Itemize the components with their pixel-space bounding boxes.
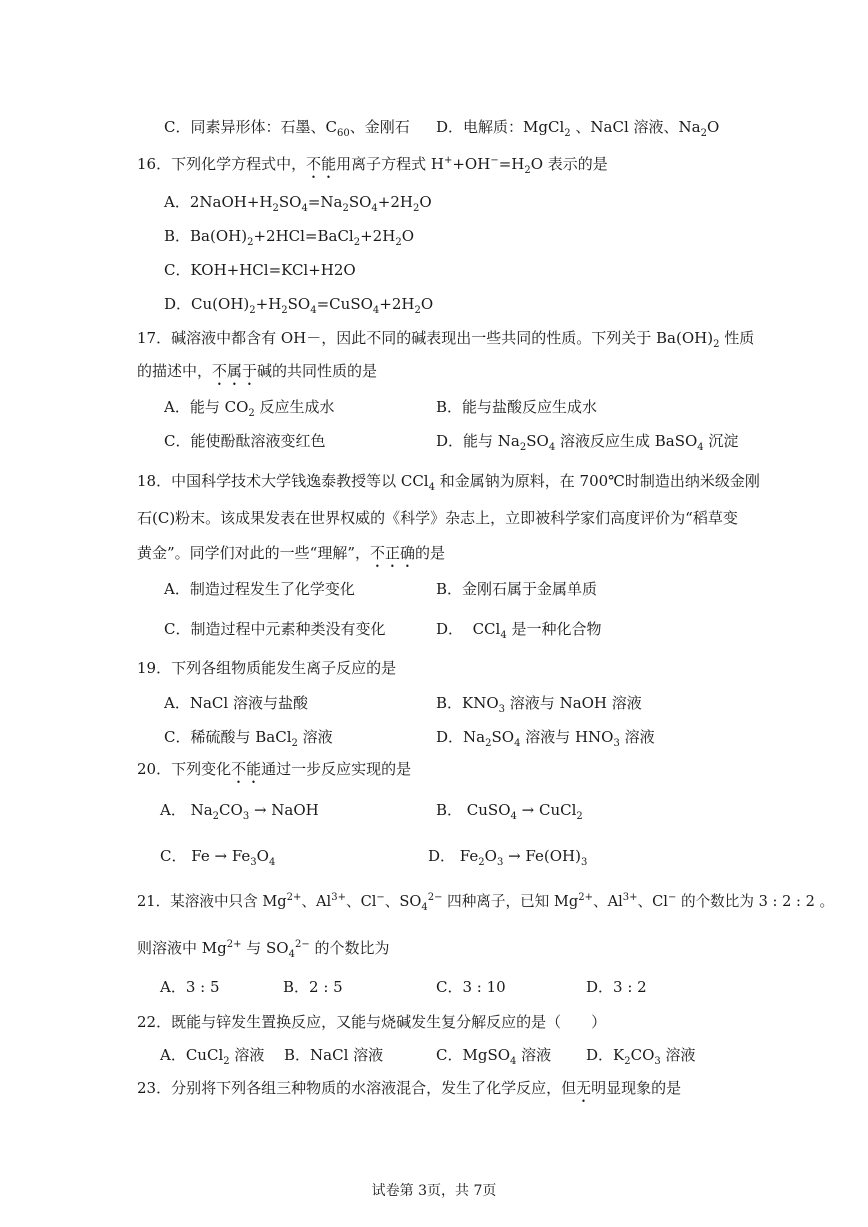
q15-option-d: D．电解质：MgCl$_2$ 、NaCl 溶液、$Na_2O$ xyxy=(436,118,720,139)
q23-stem: 23．分别将下列各组三种物质的水溶液混合，发生了化学反应，但无明显现象的是 xyxy=(137,1079,682,1097)
q17-option-d: D．能与 $Na_2SO_4$ 溶液反应生成 BaSO$_4$ 沉淀 xyxy=(436,432,739,453)
q21-option-b: B．2 : 5 xyxy=(283,978,343,996)
q18-option-d: D． CCl$_4$ 是一种化合物 xyxy=(436,620,602,641)
q16-stem: 16．下列化学方程式中，不能用离子方程式 $H^++OH^-=H_2O$ 表示的是 xyxy=(137,155,608,176)
q20-stem: 20．下列变化不能通过一步反应实现的是 xyxy=(137,760,412,778)
q19-option-b: B．$KNO_3$ 溶液与 NaOH 溶液 xyxy=(436,694,642,715)
q22-option-b: B．NaCl 溶液 xyxy=(284,1046,384,1064)
q18-option-c: C．制造过程中元素种类没有变化 xyxy=(164,620,386,638)
q16-option-a: A．$2NaOH+H_2SO_4=Na_2SO_4+2H_2O$ xyxy=(164,193,432,214)
q22-stem: 22．既能与锌发生置换反应，又能与烧碱发生复分解反应的是（ ） xyxy=(137,1013,607,1031)
q18-option-b: B．金刚石属于金属单质 xyxy=(436,580,598,598)
q20-option-b: B． CuSO$_4$ → CuCl$_2$ xyxy=(436,801,583,822)
q21-stem-line2: 则溶液中 $Mg^{2+}$ 与 $SO_4^{2-}$ 的个数比为 xyxy=(137,939,390,960)
q17-stem-line2: 的描述中，不属于碱的共同性质的是 xyxy=(137,362,378,380)
q16-option-c: C．KOH+HCl=KCl+H2O xyxy=(164,261,356,279)
q17-option-b: B．能与盐酸反应生成水 xyxy=(436,398,598,416)
q17-stem-line1: 17．碱溶液中都含有 OH－，因此不同的碱表现出一些共同的性质。下列关于 $Ba(OH)_2$ 性质 xyxy=(137,329,755,350)
q18-stem-line2: 石(C)粉末。该成果发表在世界权威的《科学》杂志上，立即被科学家们高度评价为“稻草变 xyxy=(137,509,738,527)
q18-stem-line1: 18．中国科学技术大学钱逸泰教授等以 CCl$_4$ 和金属钠为原料，在 700℃时制造出纳米级金刚 xyxy=(137,472,760,493)
q19-option-c: C．稀硫酸与 BaCl$_2$ 溶液 xyxy=(164,728,333,749)
q20-option-d: D． $Fe_2O_3 \to Fe(OH)_3$ xyxy=(428,847,588,868)
q20-option-c: C． $Fe \to Fe_3O_4$ xyxy=(160,847,276,868)
q18-option-a: A．制造过程发生了化学变化 xyxy=(164,580,355,598)
q18-stem-line3: 黄金”。同学们对此的一些“理解”，不正确的是 xyxy=(137,544,446,562)
q19-option-d: D．$Na_2SO_4$ 溶液与 $HNO_3$ 溶液 xyxy=(436,728,655,749)
q19-stem: 19．下列各组物质能发生离子反应的是 xyxy=(137,659,397,677)
q17-option-a: A．能与 $CO_2$ 反应生成水 xyxy=(164,398,335,419)
page-footer: 试卷第 3页，共 7页 xyxy=(371,1183,497,1199)
q19-option-a: A．NaCl 溶液与盐酸 xyxy=(164,694,308,712)
q21-option-a: A．3 : 5 xyxy=(160,978,220,996)
q21-option-d: D．3 : 2 xyxy=(586,978,647,996)
q21-option-c: C．3 : 10 xyxy=(436,978,506,996)
q22-option-d: D．$K_2CO_3$ 溶液 xyxy=(586,1046,696,1067)
q16-option-b: B．$Ba(OH)_2+2HCl=BaCl_2+2H_2O$ xyxy=(164,227,414,248)
q20-option-a: A． $Na_2CO_3$ → NaOH xyxy=(160,801,319,822)
q22-option-a: A．CuCl$_2$ 溶液 xyxy=(160,1046,265,1067)
q15-option-c: C．同素异形体：石墨、$C_{60}$、金刚石 xyxy=(164,118,410,139)
q16-option-d: D．$Cu(OH)_2+H_2SO_4=CuSO_4+2H_2O$ xyxy=(164,295,434,316)
q22-option-c: C．MgSO$_4$ 溶液 xyxy=(436,1046,552,1067)
q17-option-c: C．能使酚酞溶液变红色 xyxy=(164,432,326,450)
q21-stem-line1: 21．某溶液中只含 $Mg^{2+}$、$Al^{3+}$、Cl−、$SO_4^{2-}$ 四种离子，已知 $Mg^{2+}$、$Al^{3+}$、Cl− 的个数比为 3 : 2 : 2 。 xyxy=(137,892,835,913)
